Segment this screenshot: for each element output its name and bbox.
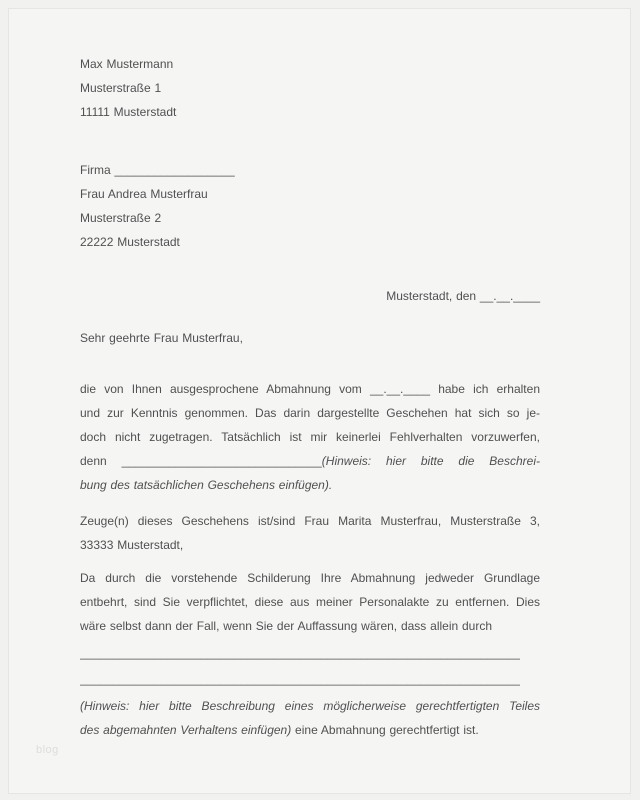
text-line bbox=[80, 614, 540, 638]
letter-text: 22222 Musterstadt bbox=[80, 235, 180, 249]
letter-text: __________________________________________________________________ bbox=[80, 672, 520, 686]
paragraph-abmahnung-erhalten bbox=[80, 377, 540, 497]
letter-text: eine Abmahnung gerechtfertigt ist. bbox=[291, 723, 479, 737]
recipient-address bbox=[80, 158, 540, 254]
text-line bbox=[80, 100, 540, 124]
letter-text: Musterstraße 1 bbox=[80, 81, 162, 95]
letter-text: Frau Andrea Musterfrau bbox=[80, 187, 208, 201]
letter-text: Zeuge(n) dieses Geschehens ist/sind Frau Marita Musterfrau, Musterstraße 3, bbox=[80, 514, 540, 528]
letter-text: Firma __________________ bbox=[80, 163, 235, 177]
watermark-text: blog bbox=[36, 744, 59, 756]
letter-text: Musterstraße 2 bbox=[80, 211, 162, 225]
text-line bbox=[80, 473, 540, 497]
paragraph-hinweis-schluss bbox=[80, 694, 540, 742]
text-line bbox=[80, 76, 540, 100]
hint-text: (Hinweis: hier bitte die Beschrei- bbox=[321, 454, 540, 468]
text-line bbox=[80, 640, 520, 666]
text-line bbox=[80, 401, 540, 425]
document-page bbox=[8, 8, 631, 794]
text-line bbox=[80, 694, 540, 718]
paragraph-personalakte bbox=[80, 566, 540, 638]
text-line bbox=[80, 449, 540, 473]
letter-text: wäre selbst dann der Fall, wenn Sie der Auffassung wären, dass allein durch bbox=[80, 619, 493, 633]
salutation: Sehr geehrte Frau Musterfrau, bbox=[80, 331, 243, 345]
letter-text: Max Mustermann bbox=[80, 57, 174, 71]
text-line bbox=[80, 182, 540, 206]
paragraph-zeugen bbox=[80, 509, 540, 557]
letter-content bbox=[80, 9, 540, 793]
fill-in-blank-lines bbox=[80, 640, 540, 692]
text-line bbox=[80, 158, 540, 182]
text-line bbox=[80, 566, 540, 590]
text-line bbox=[80, 377, 540, 401]
letter-text: 11111 Musterstadt bbox=[80, 105, 177, 119]
letter-text: und zur Kenntnis genommen. Das darin dargestellte Geschehen hat sich so je- bbox=[80, 406, 540, 420]
text-line bbox=[80, 590, 540, 614]
hint-text: bung des tatsächlichen Geschehens einfügen). bbox=[80, 478, 333, 492]
letter-text: Da durch die vorstehende Schilderung Ihre Abmahnung jedweder Grundlage bbox=[80, 571, 540, 585]
text-line bbox=[80, 206, 540, 230]
text-line bbox=[80, 533, 540, 557]
letter-text: 33333 Musterstadt, bbox=[80, 538, 184, 552]
letter-text: __________________________________________________________________ bbox=[80, 646, 520, 660]
hint-text: des abgemahnten Verhaltens einfügen) bbox=[80, 723, 292, 737]
letter-text: doch nicht zugetragen. Tatsächlich ist mir keinerlei Fehlverhalten vorzuwerfen, bbox=[80, 430, 540, 444]
letter-text: entbehrt, sind Sie verpflichtet, diese aus meiner Personalakte zu entfernen. Dies bbox=[80, 595, 540, 609]
text-line bbox=[80, 509, 540, 533]
text-line bbox=[80, 230, 540, 254]
letter-text: die von Ihnen ausgesprochene Abmahnung vom __.__.____ habe ich erhalten bbox=[80, 382, 540, 396]
hint-text: (Hinweis: hier bitte Beschreibung eines möglicherweise gerechtfertigten Teiles bbox=[80, 699, 540, 713]
date-line: Musterstadt, den __.__.____ bbox=[386, 289, 540, 303]
text-line bbox=[80, 425, 540, 449]
text-line bbox=[80, 52, 540, 76]
text-line bbox=[80, 666, 520, 692]
text-line bbox=[80, 718, 540, 742]
sender-address bbox=[80, 52, 540, 124]
letter-text: denn ______________________________ bbox=[80, 454, 322, 468]
